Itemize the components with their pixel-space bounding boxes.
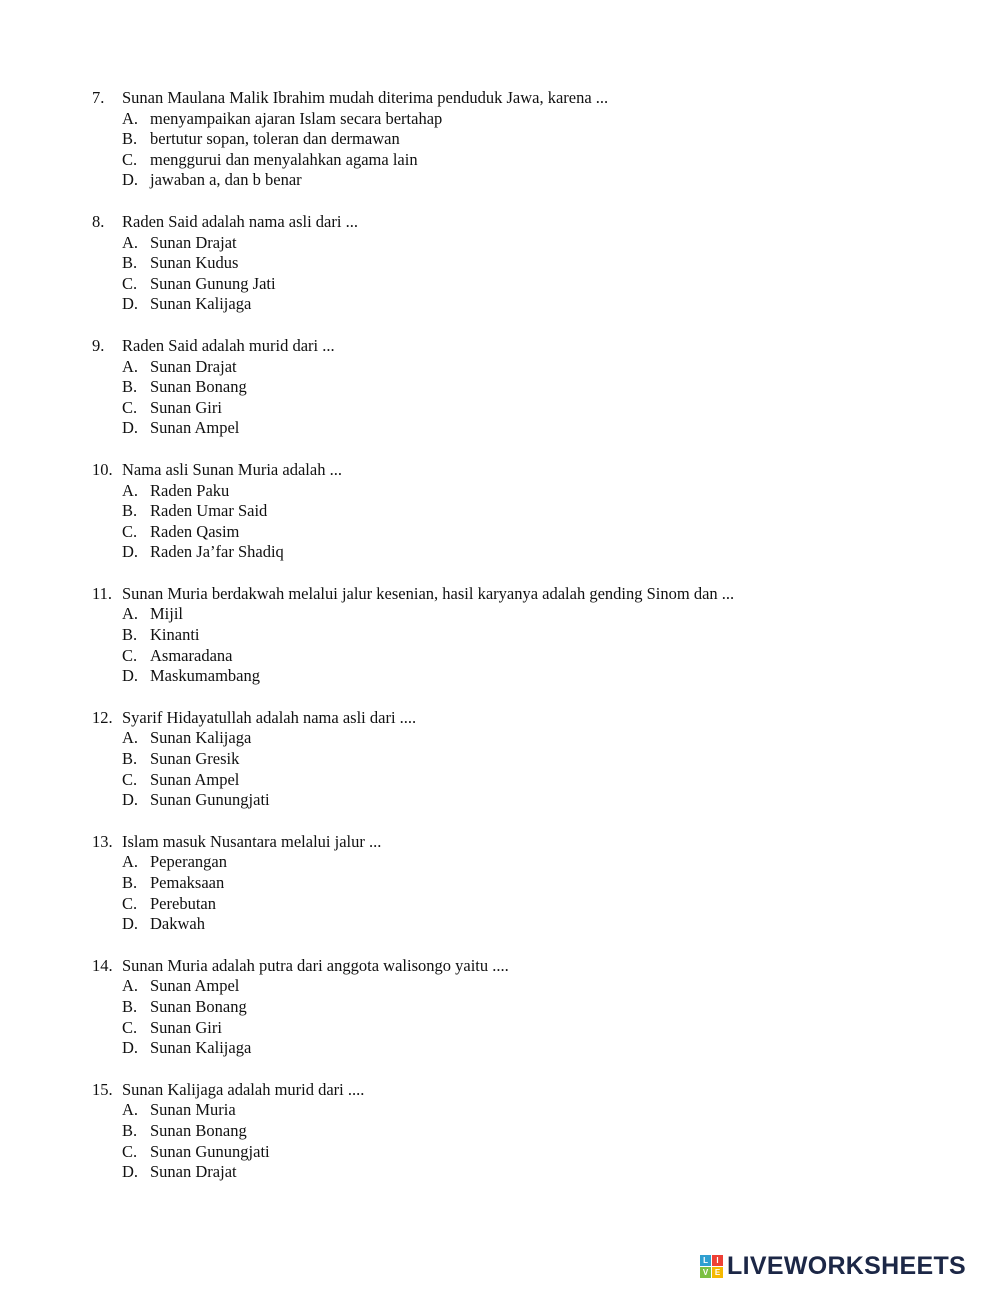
options-list: [122, 109, 940, 191]
option[interactable]: [122, 1121, 940, 1142]
option-letter: C.: [122, 1017, 138, 1037]
option-text: Sunan Gunungjati: [150, 1141, 270, 1161]
option-text: Sunan Bonang: [150, 996, 247, 1016]
option-text: Pemaksaan: [150, 873, 225, 892]
question-text: Nama asli Sunan Muria adalah ...: [122, 459, 342, 479]
option-text: Sunan Kudus: [150, 253, 239, 273]
option-letter: D.: [122, 418, 139, 438]
question: [92, 212, 940, 315]
question: [92, 584, 940, 687]
question-line: [92, 956, 940, 977]
footer: [700, 1252, 966, 1281]
option-text: Sunan Ampel: [150, 976, 240, 996]
option-text: Raden Umar Said: [150, 501, 268, 521]
option-letter: B.: [122, 625, 138, 645]
options-list: [122, 233, 940, 315]
question-number: 8.: [92, 211, 105, 231]
option-text: Mijil: [150, 604, 184, 624]
option[interactable]: [122, 1162, 940, 1183]
question-number: 12.: [92, 707, 113, 727]
option-text: Sunan Muria: [150, 1100, 236, 1120]
question-line: [92, 336, 940, 357]
question-text: Raden Said adalah murid dari ...: [122, 335, 335, 355]
option-letter: C.: [122, 149, 138, 169]
question-text: Sunan Muria berdakwah melalui jalur kesenian, hasil karyanya adalah gending Sinom dan ...: [122, 583, 735, 603]
question-text: Sunan Muria adalah putra dari anggota walisongo yaitu ....: [122, 955, 509, 975]
options-list: [122, 976, 940, 1058]
option-text: Sunan Drajat: [150, 232, 237, 252]
option[interactable]: [122, 666, 940, 687]
question-number: 13.: [92, 831, 113, 851]
option[interactable]: [122, 398, 940, 419]
option[interactable]: [122, 357, 940, 378]
option[interactable]: [122, 109, 940, 130]
option-letter: A.: [122, 976, 139, 996]
questions-container: [92, 88, 940, 1204]
options-list: [122, 728, 940, 810]
option[interactable]: [122, 625, 940, 646]
option-letter: A.: [122, 108, 139, 128]
option-text: Sunan Drajat: [150, 356, 237, 376]
option[interactable]: [122, 790, 940, 811]
option-text: Raden Ja’far Shadiq: [150, 542, 284, 562]
option[interactable]: [122, 501, 940, 522]
option[interactable]: [122, 770, 940, 791]
option-letter: A.: [122, 356, 139, 376]
option-letter: A.: [122, 480, 139, 500]
option[interactable]: [122, 129, 940, 150]
logo-tile-v: V: [700, 1267, 711, 1278]
liveworksheets-icon: [700, 1255, 723, 1278]
option-text: Sunan Giri: [150, 1017, 222, 1037]
option-text: Raden Qasim: [150, 521, 240, 541]
option[interactable]: [122, 233, 940, 254]
option-text: Sunan Bonang: [150, 1120, 247, 1140]
option[interactable]: [122, 170, 940, 191]
option-text: Sunan Gunung Jati: [150, 273, 276, 293]
question-number: 9.: [92, 335, 105, 355]
option-text: menggurui dan menyalahkan agama lain: [150, 149, 418, 169]
question: [92, 832, 940, 935]
question: [92, 88, 940, 191]
question-line: [92, 1080, 940, 1101]
question-line: [92, 832, 940, 853]
logo-tile-l: L: [700, 1255, 711, 1266]
option-letter: D.: [122, 666, 139, 686]
option[interactable]: [122, 894, 940, 915]
option[interactable]: [122, 253, 940, 274]
brand-wordmark: LIVEWORKSHEETS: [727, 1252, 966, 1280]
question-number: 11.: [92, 583, 113, 603]
option[interactable]: [122, 1142, 940, 1163]
option-letter: B.: [122, 501, 138, 521]
option-letter: D.: [122, 1162, 139, 1182]
option-text: Peperangan: [150, 852, 227, 872]
option[interactable]: [122, 418, 940, 439]
option[interactable]: [122, 481, 940, 502]
option-text: jawaban a, dan b benar: [150, 170, 302, 190]
option[interactable]: [122, 150, 940, 171]
option[interactable]: [122, 274, 940, 295]
option-letter: D.: [122, 914, 139, 934]
question-line: [92, 212, 940, 233]
option-letter: A.: [122, 232, 139, 252]
option-text: Sunan Giri: [150, 397, 222, 417]
question-text: Sunan Maulana Malik Ibrahim mudah diterima penduduk Jawa, karena ...: [122, 88, 609, 107]
option[interactable]: [122, 1100, 940, 1121]
option-letter: B.: [122, 253, 138, 273]
option-text: Sunan Ampel: [150, 769, 240, 789]
option[interactable]: [122, 852, 940, 873]
option-letter: B.: [122, 749, 138, 769]
option-text: Sunan Kalijaga: [150, 294, 252, 314]
option-letter: C.: [122, 521, 138, 541]
question-text: Sunan Kalijaga adalah murid dari ....: [122, 1079, 365, 1099]
options-list: [122, 852, 940, 934]
option-letter: C.: [122, 645, 138, 665]
option[interactable]: [122, 1038, 940, 1059]
question-text: Syarif Hidayatullah adalah nama asli dari ....: [122, 707, 417, 727]
option[interactable]: [122, 604, 940, 625]
option-letter: B.: [122, 129, 138, 149]
question: [92, 956, 940, 1059]
logo-tile-e: E: [712, 1267, 723, 1278]
liveworksheets-logo[interactable]: [700, 1252, 966, 1281]
option-text: Sunan Ampel: [150, 418, 240, 438]
option[interactable]: [122, 542, 940, 563]
option-letter: D.: [122, 170, 139, 190]
option-text: Sunan Kalijaga: [150, 728, 252, 748]
option[interactable]: [122, 997, 940, 1018]
question-line: [92, 708, 940, 729]
question: [92, 460, 940, 563]
question: [92, 1080, 940, 1183]
options-list: [122, 1100, 940, 1182]
option-text: menyampaikan ajaran Islam secara bertahap: [150, 108, 443, 128]
option-text: Dakwah: [150, 914, 205, 934]
question-number: 14.: [92, 955, 113, 975]
question-line: [92, 88, 940, 109]
option[interactable]: [122, 294, 940, 315]
question-line: [92, 460, 940, 481]
question-text: Raden Said adalah nama asli dari ...: [122, 211, 358, 231]
option[interactable]: [122, 377, 940, 398]
option-text: Asmaradana: [150, 645, 233, 665]
option[interactable]: [122, 749, 940, 770]
question-number: 7.: [92, 88, 105, 107]
option-letter: B.: [122, 377, 138, 397]
question-number: 10.: [92, 459, 113, 479]
option-letter: D.: [122, 790, 139, 810]
option-text: Perebutan: [150, 893, 216, 913]
question: [92, 708, 940, 811]
option[interactable]: [122, 873, 940, 894]
options-list: [122, 604, 940, 686]
option-letter: A.: [122, 728, 139, 748]
option-letter: A.: [122, 1100, 139, 1120]
option-text: Sunan Drajat: [150, 1162, 237, 1182]
option-text: Sunan Gresik: [150, 749, 240, 769]
option-letter: C.: [122, 893, 138, 913]
option-letter: A.: [122, 852, 139, 872]
option-letter: C.: [122, 1141, 138, 1161]
option-text: Sunan Gunungjati: [150, 790, 270, 810]
option-letter: C.: [122, 769, 138, 789]
option-letter: D.: [122, 542, 139, 562]
option-letter: B.: [122, 1120, 138, 1140]
option[interactable]: [122, 522, 940, 543]
question: [92, 336, 940, 439]
option[interactable]: [122, 976, 940, 997]
option-letter: B.: [122, 873, 138, 892]
option[interactable]: [122, 646, 940, 667]
option-letter: D.: [122, 294, 139, 314]
option-letter: C.: [122, 397, 138, 417]
options-list: [122, 357, 940, 439]
question-number: 15.: [92, 1079, 113, 1099]
option-letter: C.: [122, 273, 138, 293]
option-text: Sunan Kalijaga: [150, 1038, 252, 1058]
options-list: [122, 481, 940, 563]
option-text: bertutur sopan, toleran dan dermawan: [150, 129, 400, 149]
question-line: [92, 584, 940, 605]
question-text: Islam masuk Nusantara melalui jalur ...: [122, 831, 382, 851]
option[interactable]: [122, 728, 940, 749]
option-text: Sunan Bonang: [150, 377, 247, 397]
option-letter: D.: [122, 1038, 139, 1058]
option-text: Raden Paku: [150, 480, 230, 500]
option-letter: A.: [122, 604, 139, 624]
option[interactable]: [122, 1018, 940, 1039]
option[interactable]: [122, 914, 940, 935]
option-text: Maskumambang: [150, 666, 260, 686]
option-text: Kinanti: [150, 625, 200, 645]
option-letter: B.: [122, 996, 138, 1016]
logo-tile-i: I: [712, 1255, 723, 1266]
